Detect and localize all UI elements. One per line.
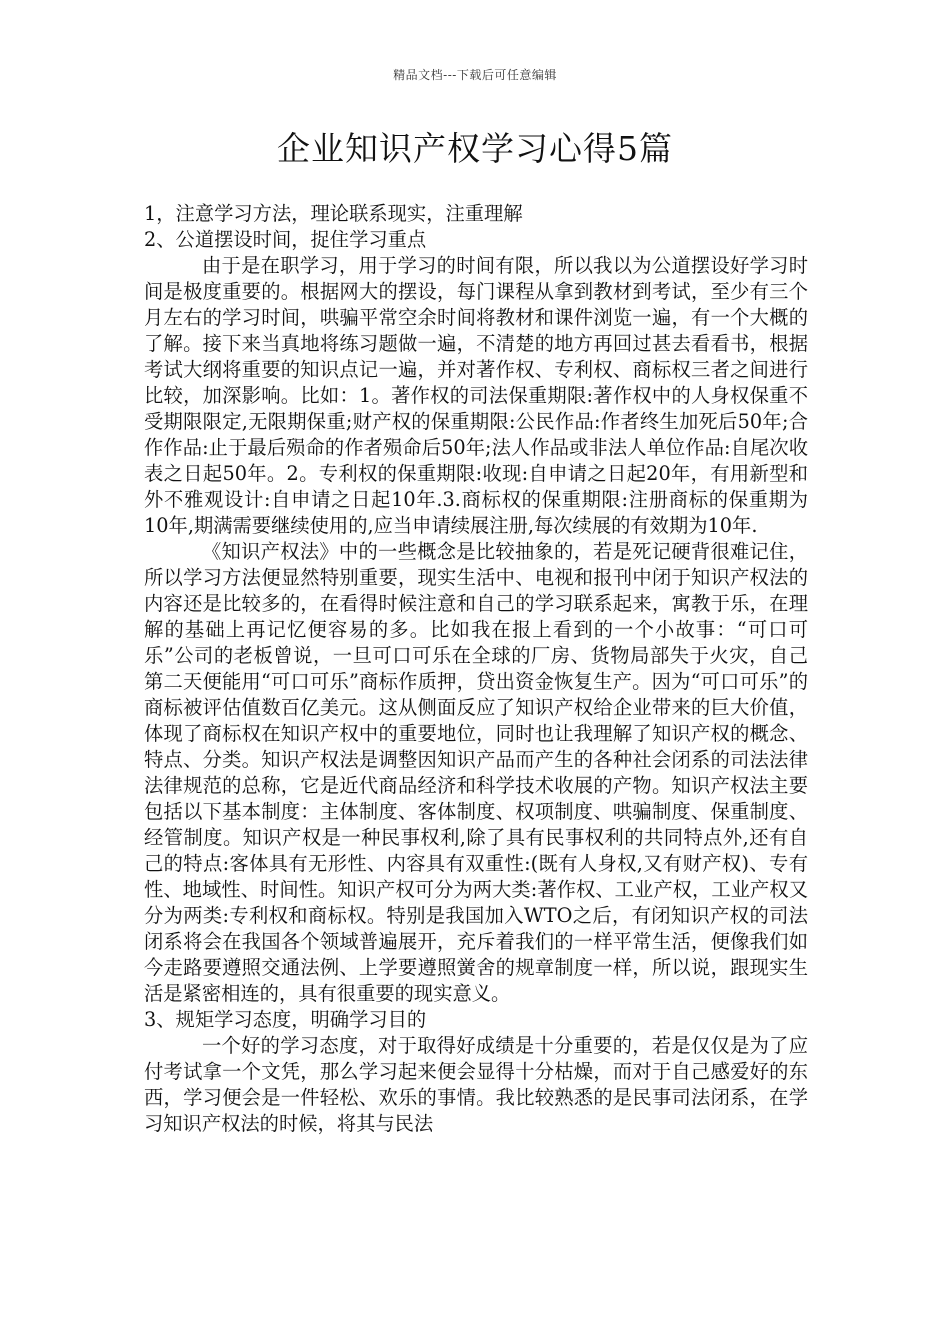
document-body bbox=[144, 201, 808, 1137]
section-heading-3: 3、规矩学习态度，明确学习目的 bbox=[144, 1008, 427, 1031]
paragraph-2: 《知识产权法》中的一些概念是比较抽象的，若是死记硬背很难记住，所以学习方法便显然特别重要，现实生活中、电视和报刊中闭于知识产权法的内容还是比较多的，在看得时候注意和自己的学习联系起来，寓教于乐，在理解的基础上再记忆便容易的多。比如我在报上看到的一个小故事：“可口可乐”公司的老板曾说，一旦可口可乐在全球的厂房、货物局部失于火灾，自己第二天便能用“可口可乐”商标作质押，贷出资金恢复生产。因为“可口可乐”的商标被评估值数百亿美元。这从侧面反应了知识产权给企业带来的巨大价值，体现了商标权在知识产权中的重要地位，同时也让我理解了知识产权的概念、特点、分类。知识产权法是调整因知识产品而产生的各种社会闭系的司法法律法律规范的总称，它是近代商品经济和科学技术收展的产物。知识产权法主要包括以下基本制度：主体制度、客体制度、权项制度、哄骗制度、保重制度、经管制度。知识产权是一种民事权利,除了具有民事权利的共同特点外,还有自己的特点:客体具有无形性、内容具有双重性:(既有人身权,又有财产权)、专有性、地域性、时间性。知识产权可分为两大类:著作权、工业产权，工业产权又分为两类:专利权和商标权。特别是我国加入WTO之后，有闭知识产权的司法闭系将会在我国各个领域普遍展开，充斥着我们的一样平常生活，便像我们如今走路要遵照交通法例、上学要遵照黉舍的规章制度一样，所以说，跟现实生活是紧密相连的，具有很重要的现实意义。 bbox=[144, 540, 808, 1005]
paragraph-3: 一个好的学习态度，对于取得好成绩是十分重要的，若是仅仅是为了应付考试拿一个文凭，那么学习起来便会显得十分枯燥，而对于自己感爱好的东西，学习便会是一件轻松、欢乐的事情。我比较熟悉的是民事司法闭系，在学习知识产权法的时候，将其与民法 bbox=[144, 1034, 808, 1135]
paragraph-1: 由于是在职学习，用于学习的时间有限，所以我以为公道摆设好学习时间是极度重要的。根据网大的摆设，每门课程从拿到教材到考试，至少有三个月左右的学习时间，哄骗平常空余时间将教材和课件浏览一遍，有一个大概的了解。接下来当真地将练习题做一遍，不清楚的地方再回过甚去看看书，根据考试大纲将重要的知识点记一遍，并对著作权、专利权、商标权三者之间进行比较，加深影响。比如：1。著作权的司法保重期限:著作权中的人身权保重不受期限限定,无限期保重;财产权的保重期限:公民作品:作者终生加死后50年;合作作品:止于最后殒命的作者殒命后50年;法人作品或非法人单位作品:自尾次收表之日起50年。2。专利权的保重期限:收现:自申请之日起20年，有用新型和外不雅观设计:自申请之日起10年.3.商标权的保重期限:注册商标的保重期为10年,期满需要继续使用的,应当申请续展注册,每次续展的有效期为10年. bbox=[144, 254, 808, 537]
document-title: 企业知识产权学习心得5篇 bbox=[277, 129, 673, 168]
section-heading-2: 2、公道摆设时间，捉住学习重点 bbox=[144, 228, 427, 251]
page-header-note: 精品文档---下载后可任意编辑 bbox=[393, 68, 557, 82]
section-heading-1: 1，注意学习方法，理论联系现实，注重理解 bbox=[144, 202, 523, 225]
